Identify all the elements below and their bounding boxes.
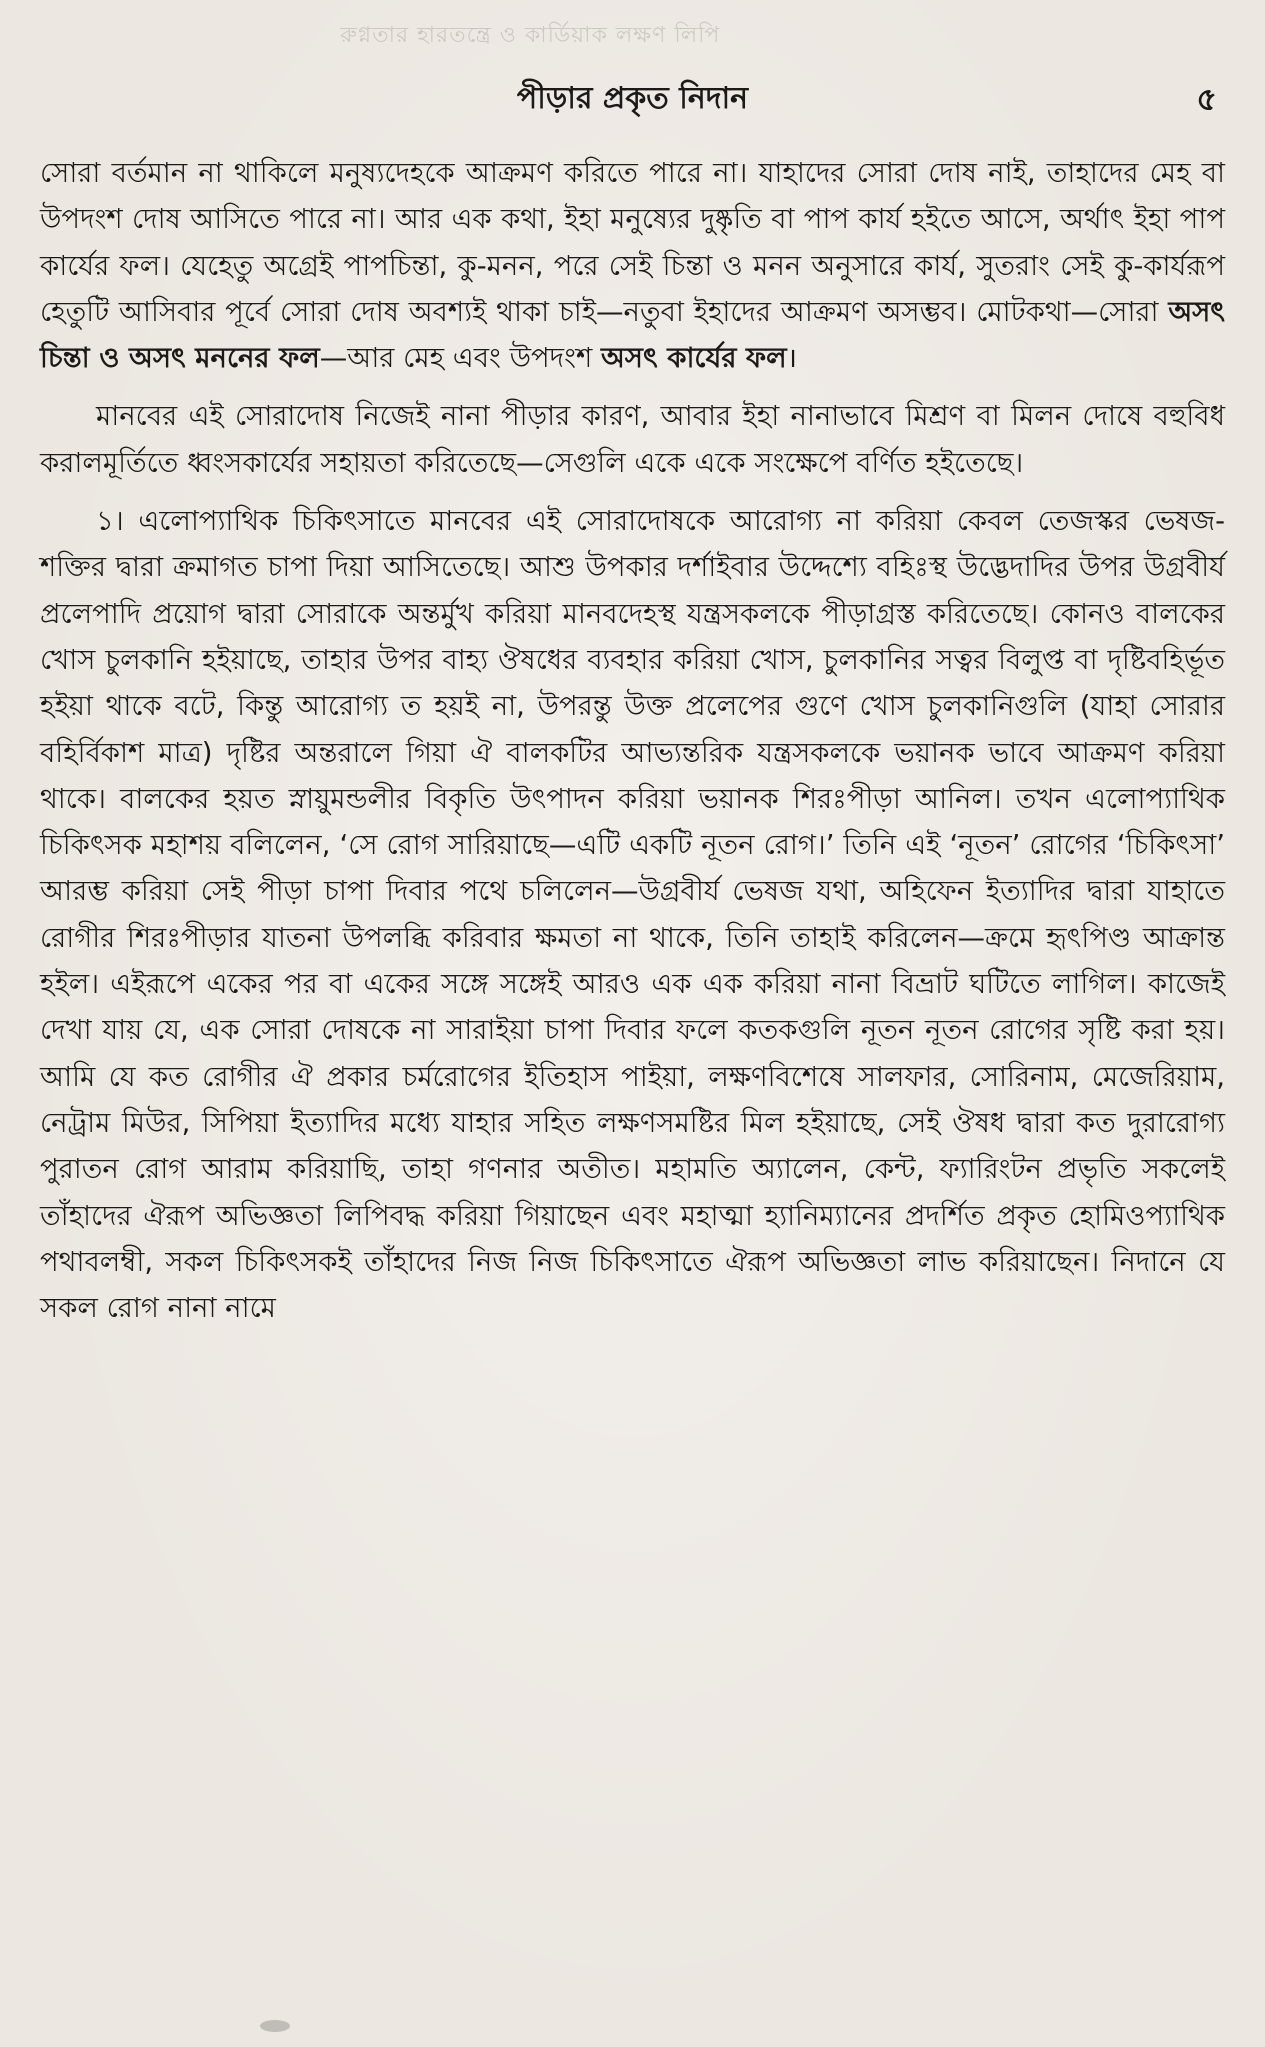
paragraph-1-emphasis-a: অসৎ চিন্তা ও অসৎ মননের ফল [40, 295, 1225, 375]
paragraph-1-text-b: —আর মেহ এবং উপদংশ [319, 342, 601, 375]
ink-smudge [260, 2020, 290, 2032]
paragraph-3: ১। এলোপ্যাথিক চিকিৎসাতে মানবের এই সোরাদোষকে আরোগ্য না করিয়া কেবল তেজস্কর ভেষজ-শক্তির দ্বারা ক্রমাগত চাপা দিয়া আসিতেছে। আশু উপকার দর্শাইবার উদ্দেশ্যে বহিঃস্থ উদ্ভেদাদির উপর উগ্রবীর্য প্রলেপাদি প্রয়োগ দ্বারা সোরাকে অন্তর্মুখ করিয়া মানবদেহস্থ যন্ত্রসকলকে পীড়াগ্রস্ত করিতেছে। কোনও বালকের খোস চুলকানি হইয়াছে, তাহার উপর বাহ্য ঔষধের ব্যবহার করিয়া খোস, চুলকানির সত্বর বিলুপ্ত বা দৃষ্টিবহির্ভূত হইয়া থাকে বটে, কিন্তু আরোগ্য ত হয়ই না, উপরন্তু উক্ত প্রলেপের গুণে খোস চুলকানিগুলি (যাহা সোরার বহির্বিকাশ মাত্র) দৃষ্টির অন্তরালে গিয়া ঐ বালকটির আভ্যন্তরিক যন্ত্রসকলকে ভয়ানক ভাবে আক্রমণ করিয়া থাকে। বালকের হয়ত স্নায়ুমন্ডলীর বিকৃতি উৎপাদন করিয়া ভয়ানক শিরঃপীড়া আনিল। তখন এলোপ্যাথিক চিকিৎসক মহাশয় বলিলেন, ‘সে রোগ সারিয়াছে—এটি একটি নূতন রোগ।’ তিনি এই ‘নূতন’ রোগের ‘চিকিৎসা’ আরম্ভ করিয়া সেই পীড়া চাপা দিবার পথে চলিলেন—উগ্রবীর্য ভেষজ যথা, অহিফেন ইত্যাদির দ্বারা যাহাতে রোগীর শিরঃপীড়ার যাতনা উপলব্ধি করিবার ক্ষমতা না থাকে, তিনি তাহাই করিলেন—ক্রমে হৃৎপিণ্ড আক্রান্ত হইল। এইরূপে একের পর বা একের সঙ্গে সঙ্গেই আরও এক এক করিয়া নানা বিভ্রাট ঘটিতে লাগিল। কাজেই দেখা যায় যে, এক সোরা দোষকে না সারাইয়া চাপা দিবার ফলে কতকগুলি নূতন নূতন রোগের সৃষ্টি করা হয়। আমি যে কত রোগীর ঐ প্রকার চর্মরোগের ইতিহাস পাইয়া, লক্ষণবিশেষে সালফার, সোরিনাম, মেজেরিয়াম, নেট্রাম মিউর, সিপিয়া ইত্যাদির মধ্যে যাহার সহিত লক্ষণসমষ্টির মিল হইয়াছে, সেই ঔষধ দ্বারা কত দুরারোগ্য পুরাতন রোগ আরাম করিয়াছি, তাহা গণনার অতীত। মহামতি অ্যালেন, কেন্ট, ফ্যারিংটন প্রভৃতি সকলেই তাঁহাদের ঐরূপ অভিজ্ঞতা লিপিবদ্ধ করিয়া গিয়াছেন এবং মহাত্মা হ্যানিম্যানের প্রদর্শিত প্রকৃত হোমিওপ্যাথিক পথাবলম্বী, সকল চিকিৎসকই তাঁহাদের নিজ নিজ চিকিৎসাতে ঐরূপ অভিজ্ঞতা লাভ করিয়াছেন। নিদানে যে সকল রোগ নানা নামে [40, 505, 1225, 1325]
paragraph-1 [40, 150, 1225, 381]
bleed-through-text: রুগ্নতার হারতন্ত্রে ও কার্ডিয়াক লক্ষণ লিপি [340, 23, 721, 44]
running-header [40, 76, 1225, 126]
paragraph-1-text-c: । [786, 342, 798, 375]
page-number: ৫ [1196, 80, 1217, 118]
body-text [40, 150, 1225, 1343]
paragraph-1-text-a: সোরা বর্তমান না থাকিলে মনুষ্যদেহকে আক্রমণ করিতে পারে না। যাহাদের সোরা দোষ নাই, তাহাদের মেহ বা উপদংশ দোষ আসিতে পারে না। আর এক কথা, ইহা মনুষ্যের দুষ্কৃতি বা পাপ কার্য হইতে আসে, অর্থাৎ ইহা পাপ কার্যের ফল। যেহেতু অগ্রেই পাপচিন্তা, কু-মনন, পরে সেই চিন্তা ও মনন অনুসারে কার্য, সুতরাং সেই কু-কার্যরূপ হেতুটি আসিবার পূর্বে সোরা দোষ অবশ্যই থাকা চাই—নতুবা ইহাদের আক্রমণ অসম্ভব। মোটকথা—সোরা [40, 157, 1225, 328]
paragraph-2: মানবের এই সোরাদোষ নিজেই নানা পীড়ার কারণ, আবার ইহা নানাভাবে মিশ্রণ বা মিলন দোষে বহুবিধ করালমূর্তিতে ধ্বংসকার্যের সহায়তা করিতেছে—সেগুলি একে একে সংক্ষেপে বর্ণিত হইতেছে। [40, 400, 1225, 479]
page-title: পীড়ার প্রকৃত নিদান [516, 81, 749, 116]
paragraph-1-emphasis-b: অসৎ কার্যের ফল [600, 342, 787, 375]
